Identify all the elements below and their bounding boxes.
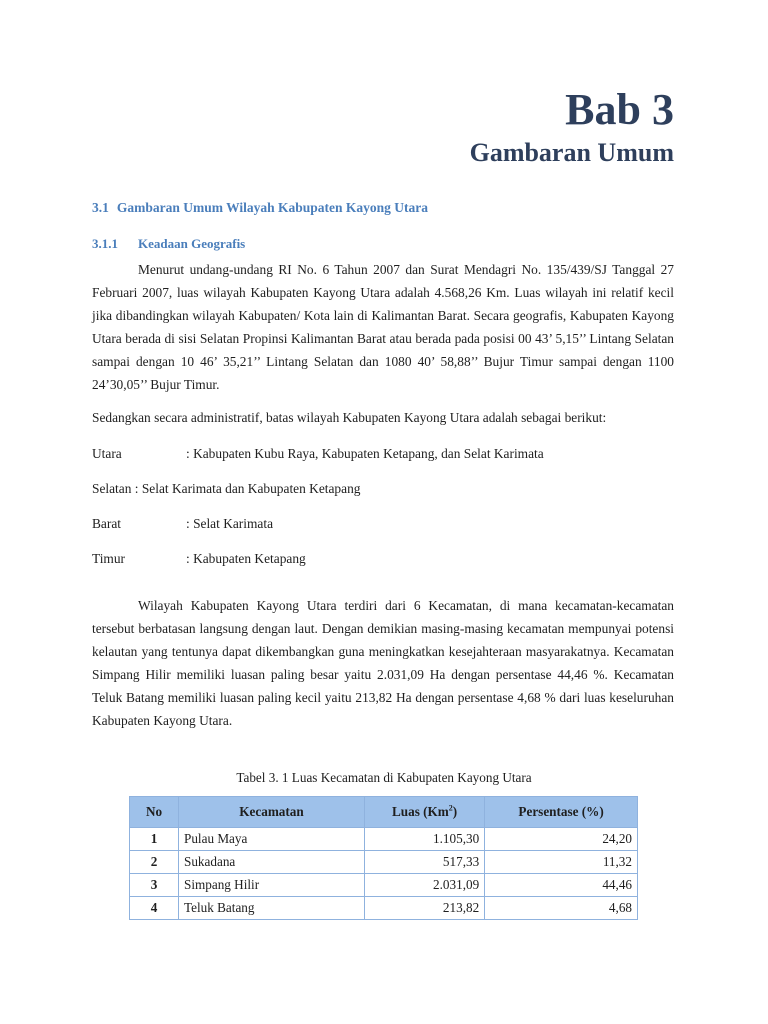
cell-kecamatan: Pulau Maya [179, 828, 365, 851]
border-label: Selatan [92, 481, 132, 496]
section-number: 3.1 [92, 200, 109, 215]
section-title: Gambaran Umum Wilayah Kabupaten Kayong Utara [116, 200, 429, 215]
cell-no: 1 [130, 828, 179, 851]
section-heading [92, 200, 428, 216]
subsection-number: 3.1.1 [92, 236, 118, 251]
header-persentase: Persentase (%) [485, 797, 638, 828]
subsection-heading [92, 236, 245, 252]
cell-persentase: 24,20 [485, 828, 638, 851]
subsection-title: Keadaan Geografis [138, 236, 246, 251]
cell-luas: 2.031,09 [365, 874, 485, 897]
border-value: : Kabupaten Ketapang [186, 551, 306, 566]
cell-kecamatan: Teluk Batang [179, 897, 365, 920]
paragraph-administratif: Sedangkan secara administratif, batas wilayah Kabupaten Kayong Utara adalah sebagai berikut: [92, 410, 607, 425]
cell-persentase: 44,46 [485, 874, 638, 897]
table-row [130, 828, 638, 851]
table-header-row [130, 797, 638, 828]
border-row-timur [92, 547, 306, 570]
border-row-barat [92, 512, 273, 535]
header-no: No [130, 797, 179, 828]
cell-luas: 213,82 [365, 897, 485, 920]
table-row [130, 851, 638, 874]
cell-persentase: 11,32 [485, 851, 638, 874]
border-label: Barat [92, 516, 121, 531]
table-caption: Tabel 3. 1 Luas Kecamatan di Kabupaten Kayong Utara [236, 770, 532, 785]
border-value: : Selat Karimata dan Kabupaten Ketapang [131, 481, 361, 496]
border-value: : Selat Karimata [186, 516, 274, 531]
border-label: Utara [92, 446, 122, 461]
chapter-title: Gambaran Umum [469, 138, 674, 167]
border-label: Timur [92, 551, 125, 566]
header-luas-label: Luas (Km [391, 804, 449, 819]
border-row-selatan [92, 477, 360, 500]
header-luas [365, 797, 485, 828]
header-luas-end: ) [452, 804, 458, 819]
cell-kecamatan: Sukadana [179, 851, 365, 874]
table-row [130, 897, 638, 920]
header-kecamatan: Kecamatan [179, 797, 365, 828]
cell-no: 2 [130, 851, 179, 874]
cell-kecamatan: Simpang Hilir [179, 874, 365, 897]
border-value: : Kabupaten Kubu Raya, Kabupaten Ketapang, dan Selat Karimata [186, 446, 544, 461]
cell-luas: 517,33 [365, 851, 485, 874]
cell-no: 4 [130, 897, 179, 920]
cell-no: 3 [130, 874, 179, 897]
cell-persentase: 4,68 [485, 897, 638, 920]
border-row-utara [92, 442, 544, 465]
kecamatan-table [129, 796, 638, 920]
paragraph-geografis: Menurut undang-undang RI No. 6 Tahun 2007 dan Surat Mendagri No. 135/439/SJ Tanggal 27 Februari 2007, luas wilayah Kabupaten Kayong Utara adalah 4.568,26 Km. Luas wilayah ini relatif kecil jika dibandingkan wilayah Kabupaten/ Kota lain di Kalimantan Barat. Secara geografis, Kabupaten Kayong Utara berada di sisi Selatan Propinsi Kalimantan Barat atau berada pada posisi 00 43’ 5,15’’ Lintang Selatan sampai dengan 10 46’ 35,21’’ Lintang Selatan dan 1080 40’ 58,88’’ Bujur Timur sampai dengan 1100 24’30,05’’ Bujur Timur. [92, 262, 674, 392]
chapter-number: Bab 3 [565, 85, 674, 134]
paragraph-kecamatan: Wilayah Kabupaten Kayong Utara terdiri dari 6 Kecamatan, di mana kecamatan-kecamatan tersebut berbatasan langsung dengan laut. Dengan demikian masing-masing kecamatan mempunyai potensi kelautan yang tentunya dapat dikembangkan guna meningkatkan kesejahteraan masyarakatnya. Kecamatan Simpang Hilir memiliki luasan paling besar yaitu 2.031,09 Ha dengan persentase 44,46 %. Kecamatan Teluk Batang memiliki luasan paling kecil yaitu 213,82 Ha dengan persentase 4,68 % dari luas keseluruhan Kabupaten Kayong Utara. [92, 598, 674, 728]
cell-luas: 1.105,30 [365, 828, 485, 851]
table-row [130, 874, 638, 897]
header-luas-sup: 2 [448, 803, 453, 813]
